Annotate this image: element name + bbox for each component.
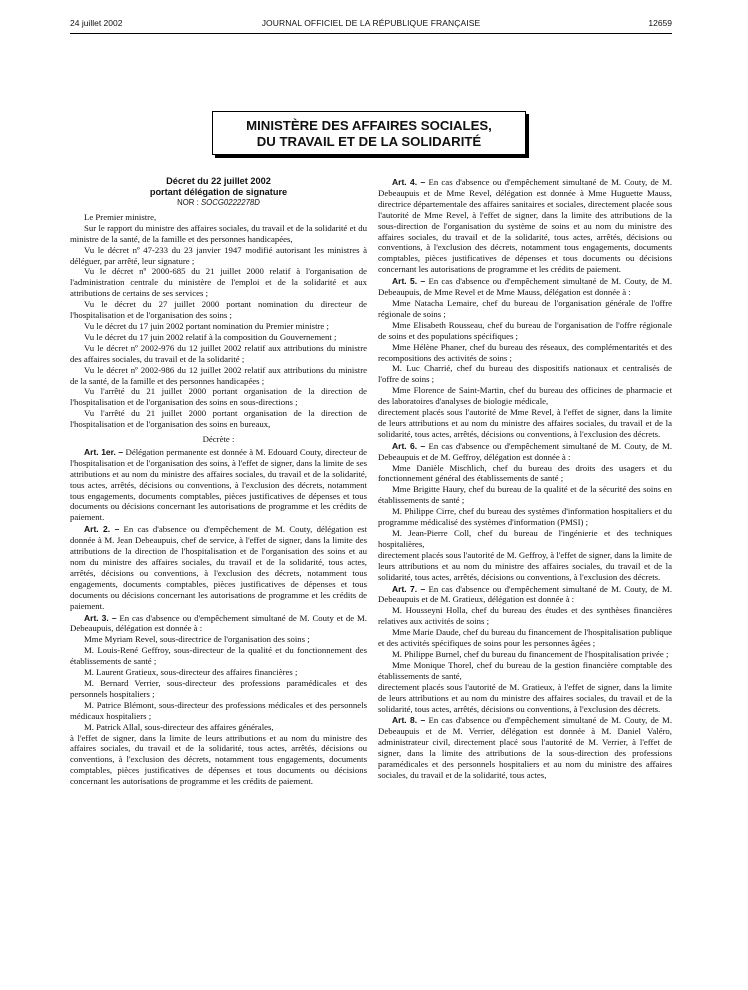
article-paragraph [70,613,367,635]
paragraph-text: M. Patrice Blémont, sous-directeur des professions médicales et des personnels médicaux hospitaliers ; [70,699,367,721]
paragraph-text: M. Philippe Burnel, chef du bureau du financement de l'hospitalisation privée ; [392,648,669,659]
articles-right [378,177,672,781]
article-number: Art. 7. – [392,583,426,594]
paragraph [378,682,672,715]
paragraph-text: Vu le décret du 17 juin 2002 relatif à la composition du Gouvernement ; [84,331,337,342]
paragraph-text: En cas d'absence ou d'empêchement simultané de M. Couty, de M. Debeaupuis et de M. Gratieux, délégation est donnée à : [378,583,673,605]
paragraph [70,299,367,321]
paragraph-text: En cas d'absence ou d'empêchement de M. Couty, délégation est donnée à M. Jean Debeaupuis, chef de service, à l'effet de signer, dans la limite des attributions de la direction de l'hospitalisation et de l'organisation des soins et au nom du ministre des affaires sociales, du travail et de la solidarité, tous actes, arrêtés, décisions ou conventions, à l'exclusion des décrets, notamment tous engagements, documents comptables, pièces justificatives de dépenses et tous documents ou décisions concernant les autorisations de programme et les crédits de paiement. [70,524,367,611]
paragraph-text: M. Laurent Gratieux, sous-directeur des affaires financières ; [84,667,298,678]
paragraph-text: Délégation permanente est donnée à M. Edouard Couty, directeur de l'hospitalisation et de l'organisation des soins, à l'effet de signer, dans la limite de ses attributions et au nom du ministre des affaires sociales, du travail et de la solidarité, tous actes, arrêtés, décisions ou conventions, à l'exclusion des décrets, notamment tous engagements, documents comptables, pièces justificatives de dépenses et tous documents ou décisions concernant les autorisations de programme et les crédits de paiement. [70,446,368,523]
decree-title-line-2: portant délégation de signature [149,186,288,197]
article-number: Art. 6. – [392,440,426,451]
paragraph [70,408,367,430]
paragraph-text: Mme Marie Daude, chef du bureau du financement de l'hospitalisation publique et des activités spécifiques de soins pour les personnes âgées ; [378,627,672,649]
paragraph-text: Mme Myriam Revel, sous-directrice de l'organisation des soins ; [84,634,310,645]
paragraph-text: à l'effet de signer, dans la limite de leurs attributions et au nom du ministre des affaires sociales, du travail et de la solidarité, tous actes, arrêtés, décisions ou conventions, à l'exclusion des décrets, notamment tous engagements, documents comptables, pièces justificatives de dépenses et tous documents ou décisions concernant les autorisations de programme et les crédits de paiement. [70,732,367,787]
paragraph-text: Mme Florence de Saint-Martin, chef du bureau des officines de pharmacie et des laboratoires d'analyses de biologie médicale, [378,385,672,407]
paragraph [70,245,367,267]
paragraph-text: En cas d'absence ou d'empêchement simultané de M. Couty, de M. Debeaupuis, de Mme Revel et de Mme Mauss, délégation est donnée à : [378,276,673,298]
paragraph [378,528,672,550]
paragraph-text: directement placés sous l'autorité de M. Geffroy, à l'effet de signer, dans la limite de leurs attributions et au nom du ministre des affaires sociales, du travail et de la solidarité, tous actes, arrêtés, décisions ou conventions, à l'exclusion des décrets. [378,549,672,582]
paragraph-text: Mme Elisabeth Rousseau, chef du bureau de l'organisation de l'offre régionale de soins et des populations spécifiques ; [378,319,672,341]
paragraph-text: M. Jean-Pierre Coll, chef du bureau de l'ingénierie et des techniques hospitalières, [378,528,672,549]
paragraph-text: directement placés sous l'autorité de M. Gratieux, à l'effet de signer, dans la limite de leurs attributions et au nom du ministre des affaires sociales, du travail et de la solidarité, tous actes, arrêtés, décisions ou conventions, à l'exclusion des décrets. [378,681,672,714]
paragraph [70,332,367,343]
paragraph-text: M. Bernard Verrier, sous-directeur des professions paramédicales et des personnels hospitaliers ; [70,677,367,699]
journal-title: JOURNAL OFFICIEL DE LA RÉPUBLIQUE FRANÇAISE [261,18,481,28]
nor-label: NOR : [177,198,199,207]
paragraph [70,266,367,299]
paragraph-text: Le Premier ministre, [84,211,157,222]
decrete-heading: Décrète : [202,434,235,445]
paragraph [70,645,367,667]
paragraph-text: Vu le décret nº 2000-685 du 21 juillet 2000 relatif à l'organisation de l'administration centrale du ministère de l'emploi et de la solidarité et aux attributions de certains de ses services ; [70,266,367,299]
article-number: Art. 4. – [392,177,426,187]
paragraph [70,722,367,733]
articles-left [70,447,367,787]
paragraph-text: En cas d'absence ou d'empêchement simultané de M. Couty, de M. Debeaupuis et de M. Geffroy, délégation est donnée à : [378,440,673,462]
article-paragraph [378,715,672,780]
paragraph-text: M. Housseyni Holla, chef du bureau des études et des synthèses financières relatives aux activités de soins ; [378,605,672,627]
left-column [70,176,367,787]
paragraph-text: Vu le décret nº 2002-986 du 12 juillet 2002 relatif aux attributions du ministre de la santé, de la famille et des personnes handicapées ; [70,364,367,386]
article-number: Art. 5. – [392,276,426,287]
paragraph-text: Mme Hélène Phaner, chef du bureau des réseaux, des complémentarités et des recompositions des activités de soins ; [378,341,672,363]
paragraph [70,667,367,678]
paragraph-text: Vu l'arrêté du 21 juillet 2000 portant organisation de la direction de l'hospitalisation et de l'organisation des soins en sous-directions ; [70,386,367,408]
paragraph [378,484,672,506]
paragraph [378,342,672,364]
paragraph [378,550,672,583]
paragraph-text: Sur le rapport du ministre des affaires sociales, du travail et de la solidarité et du ministre de la santé, de la famille et des personnes handicapées, [70,222,367,244]
paragraph-text: M. Patrick Allal, sous-directeur des affaires générales, [84,721,274,732]
paragraph-text: Vu le décret du 27 juillet 2000 portant nomination du directeur de l'hospitalisation et de l'organisation des soins ; [70,299,367,321]
paragraph-text: Vu l'arrêté du 21 juillet 2000 portant organisation de la direction de l'hospitalisation et de l'organisation des soins en bureaux, [70,408,367,430]
article-number: Art. 3. – [84,612,117,623]
paragraph [378,506,672,528]
paragraph [70,700,367,722]
nor-reference [70,198,367,209]
article-paragraph [378,584,672,606]
paragraph [70,678,367,700]
paragraph-text: directement placés sous l'autorité de Mme Revel, à l'effet de signer, dans la limite de leurs attributions et au nom du ministre des affaires sociales, du travail et de la solidarité, tous actes, arrêtés, décisions ou conventions, à l'exclusion des décrets. [378,407,672,439]
article-paragraph [378,441,672,463]
paragraph-text: En cas d'absence ou d'empêchement simultané de M. Couty et de M. Debeaupuis, délégation est donnée à : [70,612,367,634]
paragraph-text: M. Philippe Cirre, chef du bureau des systèmes d'information hospitaliers et du programme médicalisé des systèmes d'information (PMSI) ; [378,506,672,528]
paragraph-text: Mme Danièle Mischlich, chef du bureau des droits des usagers et du fonctionnement général des établissements de santé ; [378,462,672,484]
page-header [70,15,672,34]
paragraph [70,212,367,223]
ministry-banner [212,111,526,155]
paragraph-text: M. Louis-René Geffroy, sous-directeur de la qualité et du fonctionnement des établissements de santé ; [70,645,367,667]
paragraph-text: En cas d'absence ou d'empêchement simultané de M. Couty, de M. Debeaupuis et de Mme Revel, délégation est donnée à Mme Huguette Mauss, directrice départementale des affaires sanitaires et sociales, directement placée sous l'autorité de Mme Revel, à l'effet de signer, dans la limite des attributions de la sous-direction de l'organisation du système de soins et au nom du ministre des affaires sociales, du travail et de la solidarité, tous actes, arrêtés, décisions ou conventions, à l'exclusion des décrets, notamment tous engagements, documents comptables, pièces justificatives de dépenses et tous documents ou décisions concernant les autorisations de programme et les crédits de paiement. [378,177,673,275]
paragraph [378,660,672,682]
paragraph [378,649,672,660]
paragraph [378,385,672,407]
paragraph [70,634,367,645]
decree-title [70,176,367,197]
paragraph-text: Vu le décret nº 47-233 du 23 janvier 1947 modifié autorisant les ministres à déléguer, par arrêté, leur signature ; [70,244,367,266]
decree-title-line-1: Décret du 22 juillet 2002 [166,176,271,186]
paragraph-text: Vu le décret nº 2002-976 du 12 juillet 2002 relatif aux attributions du ministre des affaires sociales, du travail et de la solidarité ; [70,342,367,364]
article-number: Art. 1er. – [84,446,124,457]
paragraph [378,407,672,440]
paragraph-text: Mme Brigitte Haury, chef du bureau de la qualité et de la sécurité des soins en établissements de santé ; [378,484,672,506]
article-number: Art. 2. – [84,524,120,535]
paragraph-text: Vu le décret du 17 juin 2002 portant nomination du Premier ministre ; [84,320,329,331]
paragraph-text: M. Luc Charrié, chef du bureau des dispositifs nationaux et centralisés de l'offre de soins ; [378,363,672,385]
issue-date: 24 juillet 2002 [70,18,123,28]
paragraph [378,605,672,627]
paragraph-text: Mme Natacha Lemaire, chef du bureau de l'organisation générale de l'offre régionale de soins ; [378,297,672,319]
paragraph [70,343,367,365]
paragraph [70,733,367,788]
paragraph [378,320,672,342]
ministry-line-1: MINISTÈRE DES AFFAIRES SOCIALES, [246,118,492,133]
article-paragraph [70,447,367,523]
paragraph [378,627,672,649]
paragraph-text: En cas d'absence ou d'empêchement simultané de M. Couty, de M. Debeaupuis et de M. Verrier, délégation est donnée à M. Daniel Valéro, administrateur civil, directement placé sous l'autorité de M. Verrier, à l'effet de signer, dans la limite des attributions de la sous-direction des professions paramédicales et des personnels hospitaliers et au nom du ministre des affaires sociales, du travail et de la solidarité, tous actes, [378,715,673,780]
paragraph-text: Mme Monique Thorel, chef du bureau de la gestion financière comptable des établissements de santé, [378,659,672,681]
article-paragraph [378,177,672,275]
page-number: 12659 [648,18,672,28]
paragraph [70,365,367,387]
article-paragraph [70,524,367,611]
paragraph [378,298,672,320]
paragraph [378,463,672,485]
preamble [70,212,367,430]
paragraph [70,386,367,408]
paragraph [70,223,367,245]
paragraph [70,321,367,332]
nor-code: SOCG0222278D [200,198,260,207]
right-column [378,176,672,781]
paragraph [378,363,672,385]
ministry-line-2: DU TRAVAIL ET DE LA SOLIDARITÉ [256,134,482,149]
article-number: Art. 8. – [392,715,426,726]
article-paragraph [378,276,672,298]
